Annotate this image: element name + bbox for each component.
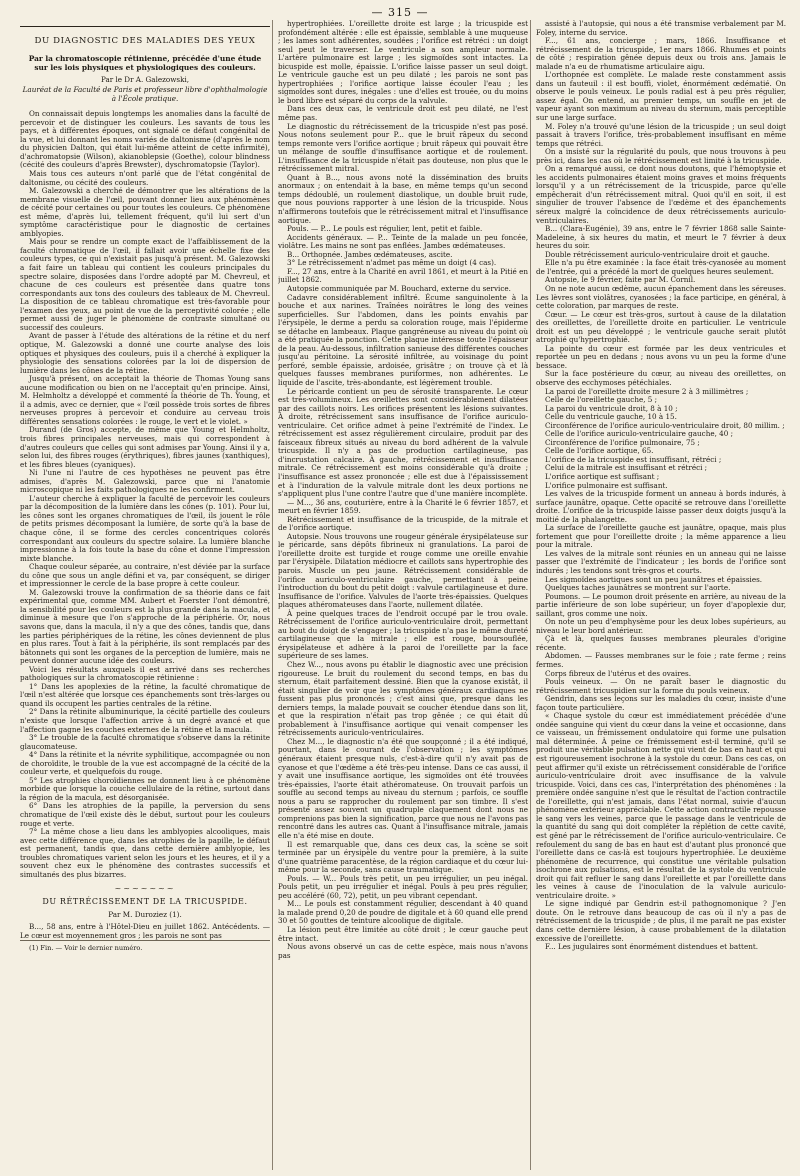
article-subtitle: Par la chromatoscopie rétinienne, précédée d'une étude sur les lois physiques et physiologiques des couleurs. <box>28 53 262 72</box>
paragraph: Chaque couleur séparée, au contraire, n'est déviée par la surface du cône que sous un angle défini et va, par conséquent, se diriger et impressionner le cercle de la base propre à cette couleur. <box>20 562 270 589</box>
paragraph: L'orifice pulmonaire est suffisant. <box>545 480 668 490</box>
article-2-title: DU RÉTRÉCISSEMENT DE LA TRICUSPIDE. <box>42 896 248 906</box>
paragraph: Mais pour se rendre un compte exact de l'affaiblissement de la faculté chromatique de l'œil, il fallait avoir une échelle fixe des couleurs types, ce qui n'existait pas jusqu'à présent. M. Galezowski a fait faire un tableau qui contient les couleurs principales du spectre solaire, disposées dans l'ordre adopté par M. Chevreul, et chacune de ces couleurs est présentée dans quatre tons correspondants aux tons des couleurs des tableaux de M. Chevreul. La disposition de ce tableau chromatique est très-favorable pour l'examen des yeux, au point de vue de la perceptivité colorée ; elle permet aussi de juger le phénomène de contraste simultané ou successif des couleurs. <box>20 237 270 332</box>
paragraph: Gendrin, dans ses leçons sur les maladies du cœur, insiste d'une façon toute particulière. <box>536 694 786 712</box>
paragraph: Les valves de la tricuspide forment un anneau à bords indurés, à surface jaunâtre, opaque. Cette opacité se retrouve dans l'oreillette droite. L'orifice de la tricuspide laisse passer deux doigts jusqu'à la moitié de la phalangette. <box>536 489 786 524</box>
paragraph: Sur la face postérieure du cœur, au niveau des oreillettes, on observe des ecchymoses pétéchiales. <box>536 369 786 387</box>
paragraph: Circonférence de l'orifice auriculo-ventriculaire droit, 80 millim. ; <box>545 420 785 430</box>
paragraph: La paroi du ventricule droit, 8 à 10 ; <box>545 403 678 413</box>
paragraph: Le signe indiqué par Gendrin est-il pathognomonique ? J'en doute. On le retrouve dans beaucoup de cas où il n'y a pas de rétrécissement de la tricuspide ; de plus, il me paraît ne pas exister dans cette dernière lésion, à cause probablement de la dilatation excessive de l'oreillette. <box>536 899 786 943</box>
paragraph: Mais tous ces auteurs n'ont parlé que de l'état congénital de daltonisme, ou cécité des couleurs. <box>20 169 270 187</box>
paragraph: Les valves de la mitrale sont réunies en un anneau qui ne laisse passer que l'extrémité de l'indicateur ; les bords de l'orifice sont indurés ; les tendons sont très-gros et courts. <box>536 548 786 575</box>
paragraph: Chez W..., nous avons pu établir le diagnostic avec une précision rigoureuse. Le bruit du roulement du second temps, en bas du sternum, était parfaitement dessiné. Bien que la cyanose existât, il était singulier de voir que les symptômes généraux cardiaques ne fussent pas plus prononcés ; c'est ainsi que, presque dans les derniers temps, la malade pouvait se coucher étendue dans son lit, et que la respiration n'était pas trop gênée ; ce qui était dû probablement à l'insuffisance aortique qui venait compenser les rétrécissements auriculo-ventriculaires. <box>278 660 528 738</box>
paragraph: 6° Dans les atrophies de la papille, la perversion du sens chromatique de l'œil existe dès le début, surtout pour les couleurs rouge et verte. <box>20 801 270 828</box>
author-affiliation: Lauréat de la Faculté de Paris et professeur libre d'ophthalmologie à l'École pratique. <box>22 85 268 103</box>
paragraph: Durand (de Gros) accepte, de même que Young et Helmholtz, trois fibres principales nerveuses, mais qui correspondent à d'autres couleurs que celles qui sont admises par Young. Ainsi il y a, selon lui, des fibres rouges (érythriques), fibres jaunes (xanthiques), et les fibres bleues (cyaniques). <box>20 425 270 469</box>
column-rule <box>530 20 531 1170</box>
paragraph: Dans ces deux cas, le ventricule droit est peu dilaté, ne l'est même pas. <box>278 104 528 123</box>
paragraph: Le péricarde contient un peu de sérosité transparente. Le cœur est très-volumineux. Les oreillettes sont considérablement dilatées par des caillots noirs. Les orifices présentent les lésions suivantes. À droite, rétrécissement sans insuffisance de l'orifice auriculo-ventriculaire. Cet orifice admet à peine l'extrémité de l'index. Le rétrécissement est assez régulièrement circulaire, produit par des faisceaux fibreux situés au niveau du bord adhérent de la valvule tricuspide. Il n'y a pas de production cartilagineuse, pas d'incrustation calcaire. À gauche, rétrécissement et insuffisance mitrale. Ce rétrécissement est moins considérable qu'à droite ; l'insuffisance est assez prononcée ; elle est due à l'épaississement et à l'induration de la valvule mitrale dont les deux portions ne s'appliquent plus l'une contre l'autre que d'une manière incomplète. <box>278 386 528 499</box>
paragraph: Corps fibreux de l'utérus et des ovaires. <box>545 668 691 678</box>
column-2-body <box>278 20 528 960</box>
paragraph: Celle de l'orifice aortique, 65. <box>545 446 654 456</box>
paragraph: Nous avons observé un cas de cette espèce, mais nous n'avons pas <box>278 942 528 960</box>
paragraph: Il est remarquable que, dans ces deux cas, la scène se soit terminée par un érysipèle du ventre pour la première, à la suite d'une quatrième paracentèse, de la région cardiaque et du cœur lui-même pour la seconde, sans cause traumatique. <box>278 839 528 875</box>
paragraph: La surface de l'oreillette gauche est jaunâtre, opaque, mais plus fortement que pour l'oreillette droite ; la même apparence a lieu pour la mitrale. <box>536 523 786 550</box>
paragraph: 5° Les atrophies choroïdiennes ne donnent lieu à ce phénomène morbide que lorsque la couche cellulaire de la rétine, surtout dans la région de la macula, est désorganisée. <box>20 775 270 802</box>
paragraph: Autopsie. Nous trouvons une rougeur générale érysipélateuse sur le péricarde, sans dépôts fibrineux ni granulations. La paroi de l'oreillette droite est turgide et rouge comme une oreille envahie par l'érysipèle. Dilatation médiocre et caillots sans hypertrophie des parois. Muscle un peu jaune. Rétrécissement considérable de l'orifice auriculo-ventriculaire gauche, permettant à peine l'introduction du bout du petit doigt : valvule cartilagineuse et dure. Insuffisance de l'orifice. Valvules de l'aorte très-épaissies. Quelques plaques athéromateuses dans l'aorte, nullement dilatée. <box>278 531 528 610</box>
column-2 <box>278 20 528 1170</box>
paragraph: Voici les résultats auxquels il est arrivé dans ses recherches pathologiques sur la chromatoscopie rétinienne : <box>20 664 270 683</box>
paragraph: 1° Dans les apoplexies de la rétine, la faculté chromatique de l'œil n'est altérée que lorsque ces épanchements sont très-larges ou quand ils occupent les parties centrales de la rétine. <box>20 681 270 708</box>
paragraph: L'orifice aortique est suffisant ; <box>545 471 660 481</box>
paragraph: hypertrophiées. L'oreillette droite est large ; la tricuspide est profondément altérée : elle est épaissie, semblable à une muqueuse ; les lames sont adhérentes, soudées ; l'orifice est rétréci : un doigt seul peut le traverser. Le ventricule a son ampleur normale. L'artère pulmonaire est large ; les sigmoïdes sont intactes. La bicuspide est molle, épaissie. L'orifice laisse passer un seul doigt. Le ventricule gauche est un peu dilaté ; les parois ne sont pas hypertrophiées ; l'orifice aortique laisse écouler l'eau ; les sigmoïdes sont dures, inégales : une d'elles est trouée, ou du moins le bord libre est séparé du corps de la valvule. <box>278 20 528 105</box>
article-2-byline: Par M. Duroziez (1). <box>108 909 182 919</box>
paragraph: Quelques taches jaunâtres se montrent sur l'aorte. <box>545 583 731 593</box>
paragraph: Poumons. — Le poumon droit présente en arrière, au niveau de la partie inférieure de son lobe supérieur, un foyer d'apoplexie dur, saillant, gros comme une noix. <box>536 591 786 618</box>
paragraph: On a insisté sur la régularité du pouls, que nous trouvons à peu près ici, dans les cas où le rétrécissement est limité à la tricuspide. <box>536 147 786 165</box>
column-3-body <box>536 20 786 952</box>
column-1 <box>20 20 270 1170</box>
paragraph: 2° Dans la rétinite albuminurique, la cécité partielle des couleurs n'existe que lorsque l'affection arrive à un degré avancé et que l'affection gagne les couches externes de la rétine et la macula. <box>20 707 270 734</box>
paragraph: assisté à l'autopsie, qui nous a été transmise verbalement par M. Foley, interne du service. <box>536 20 786 37</box>
article-byline: Par le Dr A. Galezowski, <box>100 74 190 84</box>
paragraph: Çà et là, quelques fausses membranes pleurales d'origine récente. <box>536 634 786 652</box>
paragraph: Elle n'a pu être examinée : la face était très-cyanosée au moment de l'entrée, qui a précédé la mort de quelques heures seulement. <box>536 258 786 276</box>
paragraph: 7° La même chose a lieu dans les amblyopies alcooliques, mais avec cette différence que, dans les atrophies de la papille, le défaut est permanent, tandis que, dans cette dernière amblyopie, les troubles chromatiques varient selon les jours et les heures, et il y a souvent chez eux le phénomène des contrastes successifs et simultanés des plus bizarres. <box>20 827 270 879</box>
paragraph: On note un peu d'emphysème pour les deux lobes supérieurs, au niveau le leur bord antérieur. <box>536 617 786 635</box>
column-3 <box>536 20 786 1170</box>
paragraph: Pouls. — W... Pouls très petit, un peu irrégulier, un peu inégal. Pouls petit, un peu irrégulier et inégal. Pouls à peu près régulier, peu accéléré (60, 72), petit, un peu vibrant cependant. <box>278 873 528 900</box>
paragraph: À peine quelques traces de l'endroit occupé par le trou ovale. Rétrécissement de l'orifice auriculo-ventriculaire droit, permettant au bout du doigt de s'engager ; la tricuspide n'a pas le même dureté cartilagineuse que la mitrale ; elle est rouge, boursouflée, érysipélateuse et adhère à la paroi de l'oreillette par la face supérieure de ses lames. <box>278 608 528 661</box>
paragraph: F... Les jugulaires sont énormément distendues et battent. <box>545 942 759 952</box>
paragraph: Ni l'une ni l'autre de ces hypothèses ne peuvent pas être admises, d'après M. Galezowski, parce que ni l'anatomie microscopique ni les faits pathologiques ne les confirment. <box>20 468 270 495</box>
column-1-body <box>20 110 270 879</box>
paragraph: Circonférence de l'orifice pulmonaire, 75 ; <box>545 437 700 447</box>
paragraph: B... (Clara-Eugénie), 39 ans, entre le 7 février 1868 salle Sainte-Madeleine, à six heures du matin, et meurt le 7 février à deux heures du soir. <box>536 224 786 251</box>
paragraph: Cadavre considérablement infiltré. Écume sanguinolente à la bouche et aux narines. Traînées noirâtres le long des veines superficielles. Sur l'abdomen, dans les points envahis par l'érysipèle, le derme a perdu sa coloration rouge, mais l'épiderme se détache en lambeaux. Plaque gangréneuse au niveau du point où a été pratiquée la ponction. Cette plaque intéresse toute l'épaisseur de la peau. Au-dessous, infiltration sanieuse des différentes couches jusqu'au péritoine. La sérosité infiltrée, au voisinage du point perforé, semble épaissie, ardoisée, grisâtre ; on trouve çà et là quelques fausses membranes puriformes, non adhérentes. Le liquide de l'ascite, très-abondante, est légèrement trouble. <box>278 292 528 387</box>
paragraph: M. Galezowski a cherché de démontrer que les altérations de la membrane visuelle de l'œil, pouvant donner lieu aux phénomènes de cécité pour certaines ou pour toutes les couleurs. Ce phénomène est même, d'après lui, tellement fréquent, qu'il lui sert d'un symptôme caractéristique pour le diagnostic de certaines amblyopies. <box>20 186 270 238</box>
paragraph: Double rétrécissement auriculo-ventriculaire droit et gauche. <box>545 249 770 259</box>
paragraph: F..., 27 ans, entre à la Charité en avril 1861, et meurt à la Pitié en juillet 1862. <box>278 266 528 285</box>
top-rule <box>20 26 270 27</box>
paragraph: Pouls. — P... Le pouls est régulier, lent, petit et faible. <box>287 224 483 234</box>
paragraph: Rétrécissement et insuffisance de la tricuspide, de la mitrale et de l'orifice aortique. <box>278 514 528 533</box>
paragraph: Les sigmoïdes aortiques sont un peu jaunâtres et épaissies. <box>545 574 763 584</box>
paragraph: L'orthopnée est complète. Le malade reste constamment assis dans un fauteuil : il est bouffi, violet, énormément œdématié. On observe le pouls veineux. Le pouls radial est à peu près régulier, assez égal. On entend, au premier temps, un souffle en jet de vapeur ayant son maximum au niveau du sternum, mais perceptible sur une large surface. <box>536 70 786 123</box>
paragraph: Autopsie, le 9 février, faite par M. Cornil. <box>545 275 696 285</box>
footnote: (1) Fin. — Voir le dernier numéro. <box>20 940 270 953</box>
paragraph: M. Galezowski trouve la confirmation de sa théorie dans ce fait expérimental que, comme MM. Aubert et Foerster l'ont démontré, la sensibilité pour les couleurs est la plus grande dans la macula, et diminue à mesure que l'on s'approche de la périphérie. Or, nous savons que, dans la macula, il n'y a que des cônes, tandis que, dans les parties périphériques de la rétine, les cônes deviennent de plus en plus rares. Tout à fait à la périphérie, ils sont remplacés par des bâtonnets qui sont les organes de la perception de lumière, mais ne peuvent donner aucune idée des couleurs. <box>20 587 270 666</box>
paragraph: On connaissait depuis longtemps les anomalies dans la faculté de percevoir et de distinguer les couleurs. Les savants de tous les pays, et à différentes époques, ont signalé ce défaut congénital de la vue, et lui donnant les noms variés de daltonisme (d'après le nom du physicien Dalton, qui était lui-même atteint de cette infirmité), d'achromatopsie (Wilson), akianoblepsie (Goethe), colour blindness (cécité des couleurs d'après Brewster), dyschromatopsie (Taylor). <box>20 109 270 170</box>
paragraph: F..., 61 ans, concierge ; mars, 1866. Insuffisance et rétrécissement de la tricuspide, 1er mars 1866. Rhumes et points de côté ; respiration gênée depuis deux ou trois ans. Jamais le malade n'a eu de rhumatisme articulaire aigu. <box>536 36 786 71</box>
article-2-intro: B..., 58 ans, entre à l'Hôtel-Dieu en juillet 1862. Antécédents. — Le cœur est moyennement gros ; les parois ne sont pas <box>20 922 270 940</box>
paragraph: Chez M..., le diagnostic n'a été que soupçonné ; il a été indiqué, pourtant, dans le courant de l'observation ; les symptômes généraux étaient presque nuls, c'est-à-dire qu'il n'y avait pas de cyanose et que l'œdème a été très-peu intense. Dans ce cas aussi, il y avait une insuffisance aortique, les sigmoïdes ont été trouvées très-épaissies, l'aorte était athéromateuse. On trouvait parfois un souffle au second temps au niveau du sternum ; parfois, ce souffle nous a paru se rapprocher du roulement par son timbre. Il s'est présenté assez souvent un quadruple claquement dont nous ne comprenions pas bien la signification, parce que nous ne l'avons pas rencontré dans les autres cas. Quant à l'insuffisance mitrale, jamais elle n'a été mise en doute. <box>278 736 528 840</box>
paragraph: La pointe du cœur est formée par les deux ventricules et reportée un peu en dedans ; nous avons vu un peu la forme d'une bessace. <box>536 343 786 370</box>
paragraph: Accidents généraux. — P... Teinte de la malade un peu foncée, violâtre. Les mains ne sont pas enflées. Jambes œdémateuses. <box>278 232 528 251</box>
paragraph: — M..., 36 ans, couturière, entre à la Charité le 6 février 1857, et meurt en février 1859. <box>278 497 528 516</box>
paragraph: Jusqu'à présent, on acceptait la théorie de Thomas Young sans aucune modification ou bien on ne l'acceptait qu'en principe. Ainsi, M. Helmholtz a développé et commenté la théorie de Th. Young, et il a admis, avec ce dernier, que « l'œil possède trois sortes de fibres nerveuses propres à percevoir et conduire au cerveau trois différentes sensations colorées : le rouge, le vert et le violet. » <box>20 374 270 426</box>
paragraph: Cœur. — Le cœur est très-gros, surtout à cause de la dilatation des oreillettes, de l'oreillette droite en particulier. Le ventricule droit est un peu développé ; le ventricule gauche serait plutôt atrophié qu'hypertrophié. <box>536 309 786 345</box>
paragraph: 3° Le rétrécissement n'admet pas même un doigt (4 cas). <box>287 258 497 268</box>
paragraph: Autopsie communiquée par M. Bouchard, externe du service. <box>287 283 511 293</box>
paragraph: Abdomen. — Fausses membranes sur le foie ; rate ferme ; reins fermes. <box>536 651 786 670</box>
paragraph: Quant à B..., nous avons noté la dissémination des bruits anormaux ; on entendait à la base, en même temps qu'un second temps dédoublé, un roulement diastolique, un double bruit rude, que nous pouvions rapporter à une lésion de la tricuspide. Nous n'affirmerons toutefois que le rétrécissement mitral et l'insuffisance aortique. <box>278 172 528 225</box>
paragraph: La paroi de l'oreillette droite mesure 2 à 3 millimètres ; <box>545 386 749 396</box>
article-title: DU DIAGNOSTIC DES MALADIES DES YEUX <box>34 36 256 46</box>
paragraph: « Chaque systole du cœur est immédiatement précédée d'une ondée sanguine qui vient du cœur dans la veine et occasionne, dans ce vaisseau, un frémissement ondulatoire qui forme une pulsation mal déterminée. À peine ce frémissement est-il terminé, qu'il se produit une véritable pulsation nette qui vient de bas en haut et qui est rigoureusement isochrone à la systole du cœur. Dans ces cas, on peut affirmer qu'il existe un rétrécissement considérable de l'orifice auriculo-ventriculaire droit avec insuffisance de la valvule tricuspide. Voici, dans ces cas, l'interprétation des phénomènes : la première ondée sanguine n'est que le résultat de l'action contractile de l'oreillette, qui n'est jamais, dans l'état normal, suivie d'aucun phénomène extérieur appréciable. Cette action contractile repousse le sang vers les veines, parce que le passage dans le ventricule de la quantité du sang qui doit compléter la réplétion de cette cavité, est gêné par le rétrécissement de l'orifice auriculo-ventriculaire. Ce refoulement du sang de bas en haut est d'autant plus prononcé que l'oreillette dans ce cas-là est toujours hypertrophiée. Le deuxième phénomène de recurrence, qui constitue une véritable pulsation isochrone aux pulsations, est le résultat de la systole du ventricule droit qui fait refluer le sang dans l'oreillette et par l'oreillette dans les veines à cause de l'inoculation de la valvule auriculo-ventriculaire droite. » <box>536 711 786 900</box>
paragraph: On ne note aucun œdème, aucun épanchement dans les séreuses. Les lèvres sont violâtres, cyanosées ; la face participe, en général, à cette coloration, par marques de reste. <box>536 283 786 311</box>
paragraph: 4° Dans la rétinite et la névrite syphilitique, accompagnée ou non de choroïdite, le trouble de la vue est accompagné de la cécité de la couleur verte, et quelquefois du rouge. <box>20 750 270 777</box>
paragraph: 3° Le trouble de la faculté chromatique s'observe dans la rétinite glaucomateuse. <box>20 733 270 751</box>
paragraph: Avant de passer à l'étude des altérations de la rétine et du nerf optique, M. Galezowski a donné une courte analyse des lois optiques et physiques des couleurs, puis il a cherché à expliquer la physiologie des sensations colorées par la loi de dispersion de lumière dans les cônes de la rétine. <box>20 331 270 375</box>
paragraph: La lésion peut être limitée au côté droit ; le cœur gauche peut être intact. <box>278 924 528 943</box>
column-rule <box>272 20 273 1170</box>
paragraph: Celle du ventricule gauche, 10 à 15. <box>545 412 677 422</box>
paragraph: On a remarqué aussi, ce dont nous doutons, que l'hémoptysie et les accidents pulmonaires étaient moins graves et moins fréquents lorsqu'il y a un rétrécissement de la tricuspide, parce qu'elle empêcherait d'un rétrécissement mitral. Quoi qu'il en soit, il est singulier de trouver l'absence de l'œdème et des épanchements séreux malgré la coïncidence de deux rétrécissements auriculo-ventriculaires. <box>536 164 786 225</box>
paragraph: Pouls veineux. — On ne paraît baser le diagnostic du rétrécissement tricuspidien sur la forme du pouls veineux. <box>536 677 786 695</box>
paragraph: Celui de la mitrale est insuffisant et rétréci ; <box>545 463 708 473</box>
paragraph: Le diagnostic du rétrécissement de la tricuspide n'est pas posé. Nous notons seulement pour P... que le bruit râpeux du second temps remonte vers l'orifice aortique ; bruit râpeux qui pouvait être un mélange de souffle d'insuffisance aortique et de roulement. L'insuffisance de la tricuspide n'était pas douteuse, non plus que le rétrécissement mitral. <box>278 121 528 174</box>
paragraph: L'auteur cherche à expliquer la faculté de percevoir les couleurs par la décomposition de la lumière dans les cônes (p. 101). Pour lui, les cônes sont les organes chromatiques de l'œil, ils jouent le rôle de petits prismes décomposant la lumière, de sorte qu'à la base de chaque cône, il se forme des cercles concentriques colorés correspondant aux couleurs du spectre solaire. La lumière blanche impressionne à la fois toute la base du cône et donne l'impression mixte blanche. <box>20 493 270 563</box>
paragraph: Celle de l'orifice auriculo-ventriculaire gauche, 40 ; <box>545 429 734 439</box>
paragraph: B... Orthopnée. Jambes œdémateuses, ascite. <box>287 249 453 259</box>
paragraph: Celle de l'oreillette gauche, 5 ; <box>545 395 658 405</box>
article-separator: ~~~~~~~ <box>114 884 176 894</box>
page-number: — 315 — <box>371 6 429 19</box>
paragraph: L'orifice de la tricuspide est insuffisant, rétréci ; <box>545 454 722 464</box>
paragraph: M. Foley n'a trouvé qu'une lésion de la tricuspide ; un seul doigt passait à travers l'orifice, très-probablement insuffisant en même temps que rétréci. <box>536 121 786 148</box>
paragraph: M... Le pouls est constamment régulier, descendant à 40 quand la malade prend 0,20 de poudre de digitale et à 60 quand elle prend 30 et 50 gouttes de teinture alcoolique de digitale. <box>278 899 528 926</box>
